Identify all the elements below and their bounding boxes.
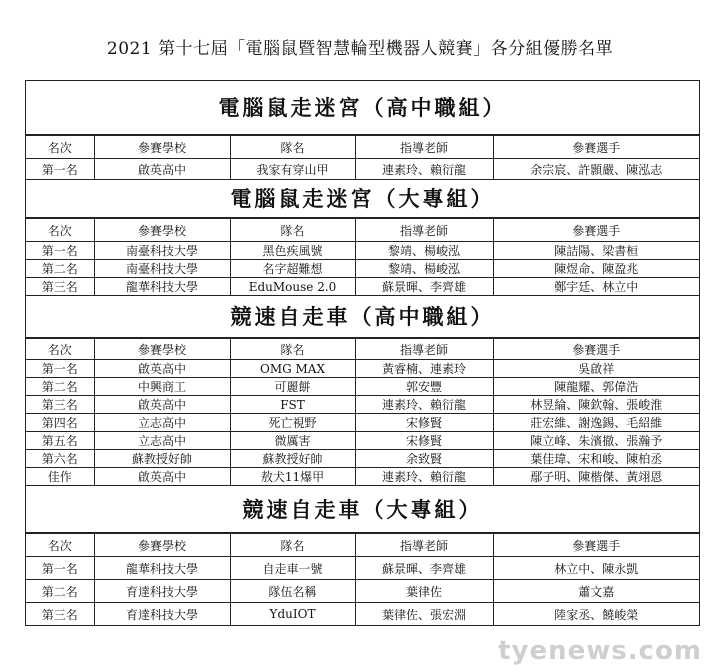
cell-advisor: 連素玲、賴衍龍 xyxy=(355,396,493,414)
cell-advisor: 黎靖、楊峻泓 xyxy=(355,260,493,278)
cell-team: 微厲害 xyxy=(230,432,355,450)
cell-rank: 第三名 xyxy=(26,396,94,414)
cell-players: 陳詰陽、梁書桓 xyxy=(493,242,699,260)
section-2 xyxy=(26,180,699,296)
results-table xyxy=(26,135,699,180)
cell-advisor: 連素玲、賴衍龍 xyxy=(355,468,493,486)
cell-advisor: 葉律佐、張宏淵 xyxy=(355,603,493,626)
cell-players: 林昱綸、陳欽翰、張峻淮 xyxy=(493,396,699,414)
cell-school: 立志高中 xyxy=(94,414,230,432)
cell-team: 死亡視野 xyxy=(230,414,355,432)
column-header-rank: 名次 xyxy=(26,219,94,242)
cell-players: 余宗宸、許顥嚴、陳泓志 xyxy=(493,159,699,180)
cell-rank: 第一名 xyxy=(26,557,94,580)
cell-rank: 第二名 xyxy=(26,580,94,603)
cell-school: 啟英高中 xyxy=(94,468,230,486)
cell-advisor: 蘇景暉、李齊雄 xyxy=(355,278,493,296)
column-header-players: 參賽選手 xyxy=(493,534,699,557)
table-header-row xyxy=(26,339,699,360)
cell-school: 育達科技大學 xyxy=(94,580,230,603)
column-header-rank: 名次 xyxy=(26,534,94,557)
cell-advisor: 連素玲、賴衍龍 xyxy=(355,159,493,180)
cell-advisor: 蘇景暉、李齊雄 xyxy=(355,557,493,580)
results-table xyxy=(26,338,699,486)
cell-rank: 第二名 xyxy=(26,378,94,396)
column-header-advisor: 指導老師 xyxy=(355,219,493,242)
cell-advisor: 黎靖、楊峻泓 xyxy=(355,242,493,260)
table-row xyxy=(26,260,699,278)
column-header-school: 參賽學校 xyxy=(94,219,230,242)
section-1 xyxy=(26,81,699,180)
cell-rank: 第五名 xyxy=(26,432,94,450)
cell-players: 陳龍耀、郭偉浩 xyxy=(493,378,699,396)
table-header-row xyxy=(26,136,699,159)
column-header-advisor: 指導老師 xyxy=(355,136,493,159)
cell-players: 鄭宇廷、林立中 xyxy=(493,278,699,296)
cell-players: 陳煜命、陳盈兆 xyxy=(493,260,699,278)
cell-team: EduMouse 2.0 xyxy=(230,278,355,296)
cell-school: 啟英高中 xyxy=(94,396,230,414)
column-header-players: 參賽選手 xyxy=(493,136,699,159)
table-header-row xyxy=(26,534,699,557)
cell-team: FST xyxy=(230,396,355,414)
cell-rank: 第一名 xyxy=(26,242,94,260)
cell-advisor: 余致賢 xyxy=(355,450,493,468)
cell-players: 陳立峰、朱濱撤、張瀚予 xyxy=(493,432,699,450)
table-row xyxy=(26,603,699,626)
column-header-players: 參賽選手 xyxy=(493,219,699,242)
table-row xyxy=(26,557,699,580)
cell-players: 吳啟祥 xyxy=(493,360,699,378)
watermark: tyenews.com xyxy=(498,636,702,666)
cell-school: 啟英高中 xyxy=(94,360,230,378)
section-4 xyxy=(26,486,699,626)
table-row xyxy=(26,468,699,486)
cell-players: 林立中、陳永凱 xyxy=(493,557,699,580)
cell-rank: 第二名 xyxy=(26,260,94,278)
cell-advisor: 宋修賢 xyxy=(355,432,493,450)
cell-advisor: 黃睿楠、連素玲 xyxy=(355,360,493,378)
cell-players: 鄢子明、陳楷傑、黃翊恩 xyxy=(493,468,699,486)
cell-school: 南臺科技大學 xyxy=(94,260,230,278)
column-header-school: 參賽學校 xyxy=(94,534,230,557)
results-sheet xyxy=(25,80,700,626)
cell-team: 名字超難想 xyxy=(230,260,355,278)
column-header-rank: 名次 xyxy=(26,136,94,159)
table-row xyxy=(26,159,699,180)
cell-players: 陸家丞、饒峻榮 xyxy=(493,603,699,626)
column-header-players: 參賽選手 xyxy=(493,339,699,360)
cell-team: 隊伍名稱 xyxy=(230,580,355,603)
cell-rank: 第三名 xyxy=(26,278,94,296)
column-header-team: 隊名 xyxy=(230,136,355,159)
table-row xyxy=(26,378,699,396)
cell-rank: 第一名 xyxy=(26,159,94,180)
results-table xyxy=(26,218,699,296)
cell-players: 葉佳瑋、宋和峻、陳柏丞 xyxy=(493,450,699,468)
cell-rank: 第三名 xyxy=(26,603,94,626)
cell-advisor: 宋修賢 xyxy=(355,414,493,432)
column-header-advisor: 指導老師 xyxy=(355,339,493,360)
cell-school: 南臺科技大學 xyxy=(94,242,230,260)
table-row xyxy=(26,414,699,432)
cell-rank: 第四名 xyxy=(26,414,94,432)
table-row xyxy=(26,432,699,450)
column-header-school: 參賽學校 xyxy=(94,339,230,360)
cell-rank: 第六名 xyxy=(26,450,94,468)
section-title: 電腦鼠走迷宮（大專組） xyxy=(26,180,699,218)
cell-team: 自走車一號 xyxy=(230,557,355,580)
cell-team: 我家有穿山甲 xyxy=(230,159,355,180)
cell-school: 龍華科技大學 xyxy=(94,278,230,296)
cell-team: 蘇教授好帥 xyxy=(230,450,355,468)
cell-team: OMG MAX xyxy=(230,360,355,378)
cell-school: 啟英高中 xyxy=(94,159,230,180)
table-row xyxy=(26,580,699,603)
column-header-advisor: 指導老師 xyxy=(355,534,493,557)
cell-team: YduIOT xyxy=(230,603,355,626)
section-title: 競速自走車（大專組） xyxy=(26,486,699,533)
cell-rank: 第一名 xyxy=(26,360,94,378)
section-title: 競速自走車（高中職組） xyxy=(26,296,699,338)
section-title: 電腦鼠走迷宮（高中職組） xyxy=(26,81,699,135)
cell-rank: 佳作 xyxy=(26,468,94,486)
cell-team: 可麗餅 xyxy=(230,378,355,396)
cell-school: 蘇教授好帥 xyxy=(94,450,230,468)
cell-school: 立志高中 xyxy=(94,432,230,450)
results-table xyxy=(26,533,699,626)
section-3 xyxy=(26,296,699,486)
cell-advisor: 郭安豐 xyxy=(355,378,493,396)
table-row xyxy=(26,242,699,260)
table-row xyxy=(26,396,699,414)
table-header-row xyxy=(26,219,699,242)
cell-school: 中興商工 xyxy=(94,378,230,396)
column-header-team: 隊名 xyxy=(230,534,355,557)
cell-advisor: 葉律佐 xyxy=(355,580,493,603)
table-row xyxy=(26,450,699,468)
cell-players: 莊宏維、謝逸錫、毛紹維 xyxy=(493,414,699,432)
table-row xyxy=(26,360,699,378)
cell-players: 蕭文嘉 xyxy=(493,580,699,603)
cell-school: 龍華科技大學 xyxy=(94,557,230,580)
column-header-rank: 名次 xyxy=(26,339,94,360)
cell-team: 敖犬11爆甲 xyxy=(230,468,355,486)
cell-team: 黑色疾風號 xyxy=(230,242,355,260)
column-header-team: 隊名 xyxy=(230,219,355,242)
table-row xyxy=(26,278,699,296)
page-title: 2021 第十七屆「電腦鼠暨智慧輪型機器人競賽」各分組優勝名單 xyxy=(106,39,614,59)
cell-school: 育達科技大學 xyxy=(94,603,230,626)
column-header-school: 參賽學校 xyxy=(94,136,230,159)
column-header-team: 隊名 xyxy=(230,339,355,360)
